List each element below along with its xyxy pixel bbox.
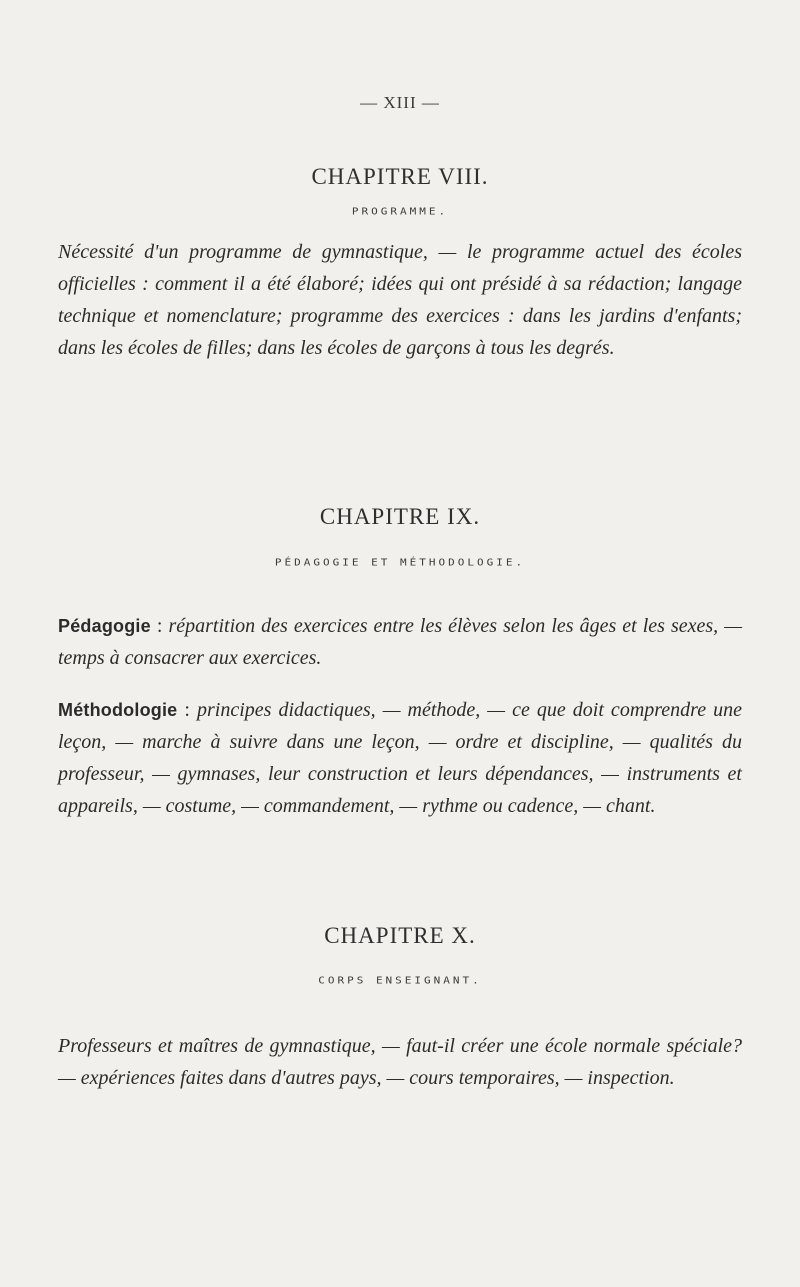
summary-text: Professeurs et maîtres de gymnastique, — faut-il créer une école normale spéciale? — expériences faites dans d'autres pays, — cours temporaires, — inspection. [58,1035,742,1089]
chapter-subtitle-viii-wrap [0,205,800,218]
methodologie-text: principes didactiques, — méthode, — ce que doit comprendre une leçon, — marche à suivre dans une leçon, — ordre et discipline, — qualités du professeur, — gymnases, leur construction et leurs dépendances, — instruments et appareils, — costume, — commandement, — rythme ou cadence, — chant. [58,699,742,817]
chapter-heading-ix [0,504,800,530]
pedagogie-text: répartition des exercices entre les élèves selon les âges et les sexes, — temps à consacrer aux exercices. [58,615,742,669]
chapter-x-summary [58,1030,742,1094]
summary-text: Nécessité d'un programme de gymnastique, — le programme actuel des écoles officielles : comment il a été élaboré; idées qui ont présidé à sa rédaction; langage technique et nomenclature; programme des exercices : dans les jardins d'enfants; dans les écoles de filles; dans les écoles de garçons à tous les degrés. [58,241,742,359]
term-separator: : [150,615,169,637]
chapter-title: CHAPITRE IX. [319,504,481,529]
term-separator: : [177,699,198,721]
chapter-heading-x [0,923,800,949]
chapter-heading-viii [0,164,800,190]
chapter-title: CHAPITRE X. [324,923,476,948]
chapter-ix-methodologie [58,694,742,822]
chapter-subtitle-ix-wrap [0,556,800,569]
chapter-viii-summary [58,236,742,364]
term-pedagogie: Pédagogie [58,616,151,636]
page-number: — XIII — [360,93,440,112]
chapter-subtitle-x-wrap [0,974,800,987]
chapter-subtitle: PÉDAGOGIE ET MÉTHODOLOGIE. [274,556,526,569]
chapter-subtitle: CORPS ENSEIGNANT. [318,974,482,987]
term-methodologie: Méthodologie [58,700,178,720]
chapter-subtitle: PROGRAMME. [351,205,449,218]
chapter-ix-pedagogie [58,610,742,674]
chapter-title: CHAPITRE VIII. [311,164,489,189]
